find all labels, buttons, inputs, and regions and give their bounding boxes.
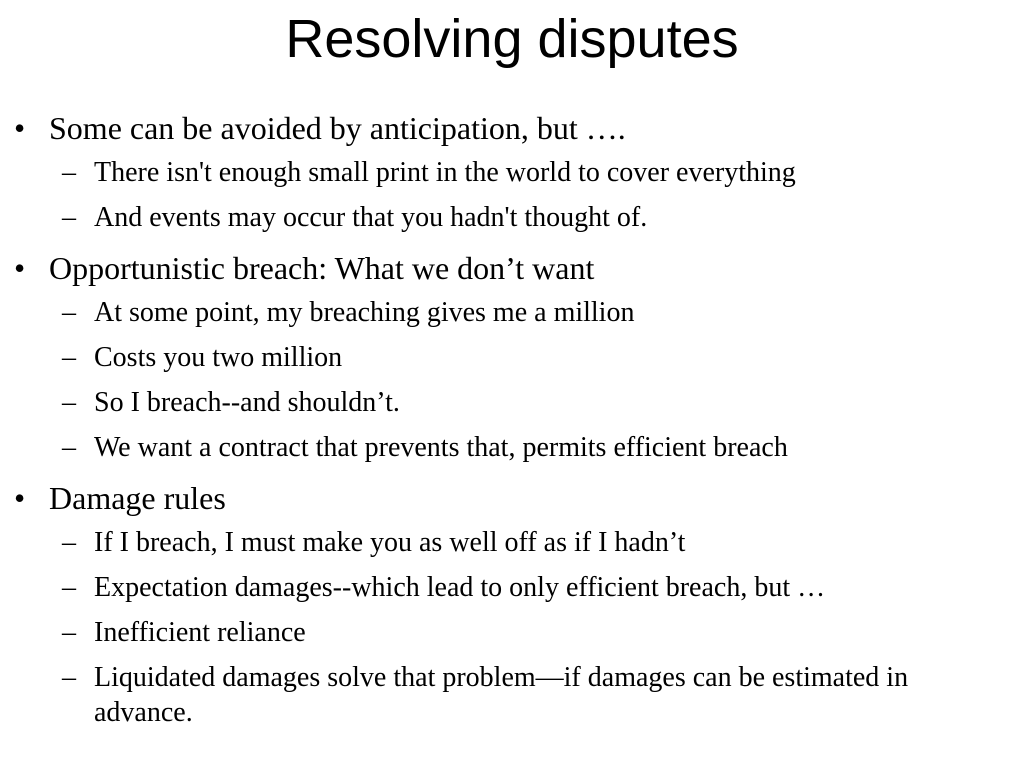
bullet-icon: • [14, 480, 26, 516]
dash-icon: – [62, 662, 76, 693]
sub-bullet-item [0, 195, 1024, 240]
sub-bullet-text: Costs you two million [94, 342, 343, 373]
sub-bullet-text: So I breach--and shouldn’t. [94, 387, 400, 418]
sub-bullet-item [0, 425, 1024, 470]
slide-body [0, 106, 1024, 730]
sub-bullet-text: We want a contract that prevents that, permits efficient breach [94, 432, 788, 463]
bullet-item [0, 476, 1024, 520]
sub-bullet-text: Inefficient reliance [94, 617, 306, 648]
bullet-list [0, 106, 1024, 730]
dash-icon: – [62, 202, 76, 233]
bullet-item [0, 106, 1024, 150]
dash-icon: – [62, 617, 76, 648]
dash-icon: – [62, 572, 76, 603]
dash-icon: – [62, 297, 76, 328]
bullet-icon: • [14, 110, 26, 146]
sub-bullet-item [0, 380, 1024, 425]
sub-bullet-item [0, 610, 1024, 655]
dash-icon: – [62, 432, 76, 463]
bullet-text: Some can be avoided by anticipation, but …. [49, 110, 626, 146]
bullet-text: Damage rules [49, 480, 226, 516]
bullet-icon: • [14, 250, 26, 286]
sub-bullet-item [0, 565, 1024, 610]
dash-icon: – [62, 527, 76, 558]
dash-icon: – [62, 157, 76, 188]
sub-bullet-text: Liquidated damages solve that problem—if damages can be estimated in advance. [94, 662, 909, 728]
bullet-item [0, 246, 1024, 290]
sub-bullet-text: Expectation damages--which lead to only efficient breach, but … [94, 572, 826, 603]
sub-bullet-item [0, 655, 1024, 730]
sub-bullet-text: If I breach, I must make you as well off as if I hadn’t [94, 527, 686, 558]
dash-icon: – [62, 342, 76, 373]
sub-bullet-item [0, 150, 1024, 195]
sub-bullet-item [0, 335, 1024, 380]
slide-title: Resolving disputes [285, 9, 739, 69]
sub-bullet-item [0, 520, 1024, 565]
dash-icon: – [62, 387, 76, 418]
sub-bullet-text: There isn't enough small print in the world to cover everything [94, 157, 796, 188]
sub-bullet-text: At some point, my breaching gives me a million [94, 297, 635, 328]
sub-bullet-text: And events may occur that you hadn't thought of. [94, 202, 648, 233]
bullet-text: Opportunistic breach: What we don’t want [49, 250, 595, 286]
sub-bullet-item [0, 290, 1024, 335]
